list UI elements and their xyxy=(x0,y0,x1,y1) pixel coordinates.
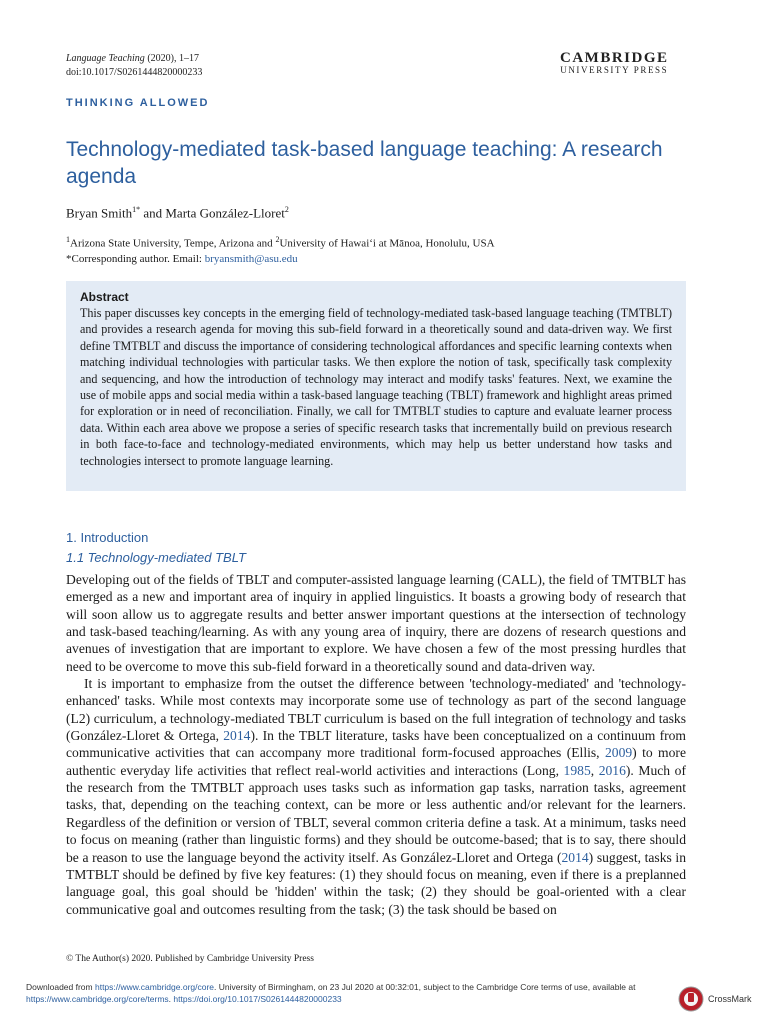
footer-link-core[interactable]: https://www.cambridge.org/core xyxy=(94,982,215,992)
authors-and: and xyxy=(140,205,166,221)
abstract-box xyxy=(66,281,686,491)
publisher-line2: UNIVERSITY PRESS xyxy=(560,65,669,75)
citation-link[interactable]: 2014 xyxy=(223,728,251,744)
citation-link[interactable]: 2014 xyxy=(561,849,589,865)
text-span: It is important to emphasize from the outset the difference between 'technology-mediated' and 'technology-enhanced' tasks. While most contexts may incorporate some use of technology as part of the second language (L2) curriculum, a technology-mediated TBLT curriculum is based on the full integration of technology and tasks (González-Lloret & Ortega, xyxy=(66,676,686,744)
corresponding-label: *Corresponding author. Email: xyxy=(66,252,205,265)
doi[interactable]: doi:10.1017/S0261444820000233 xyxy=(66,67,203,78)
abstract-text: This paper discusses key concepts in the emerging field of technology-mediated task-based language teaching (TMTBLT) and provides a research agenda for moving this sub-field forward in a theoretically sound and data-driven way. We first define TMTBLT and discuss the importance of considering technological affordances and specific learning contexts when matching individual technologies with particular tasks. We then explore the notion of task, specifically task complexity and sequencing, and how the introduction of technology may interact and modify tasks' features. Next, we examine the use of mobile apps and social media within a task-based language teaching (TBLT) framework and highlight areas primed for exploration or in need of reconciliation. Finally, we call for TMTBLT studies to capture and evaluate learner process data. Within each area above we propose a series of specific research tasks that incrementally build on previous research in both face-to-face and technology-mediated environments, which may help us better understand how tasks and technologies intersect to promote language learning. xyxy=(80,306,672,468)
footer-text: . University of Birmingham, on 23 Jul 2020 at 00:32:01, subject to the Cambridge Core terms of use, available at xyxy=(214,982,636,992)
affil-1: Arizona State University, Tempe, Arizona and xyxy=(70,237,276,250)
subsection-heading: 1.1 Technology-mediated TBLT xyxy=(66,550,246,565)
body-text xyxy=(66,571,686,918)
publisher-logo xyxy=(560,50,669,75)
journal-name: Language Teaching xyxy=(66,53,145,64)
copyright-notice: © The Author(s) 2020. Published by Cambridge University Press xyxy=(66,954,314,964)
text-span: ) to more authentic everyday life activities that reflect real-world activities and interactions (Long, xyxy=(66,745,686,778)
crossmark-label: CrossMark xyxy=(708,994,752,1004)
crossmark-badge[interactable] xyxy=(678,986,752,1012)
author-2-sup: 2 xyxy=(284,205,289,214)
paragraph-2 xyxy=(66,675,686,918)
affil-2: University of Hawaiʻi at Mānoa, Honolulu, USA xyxy=(279,237,495,250)
authors xyxy=(66,205,289,221)
section-label: THINKING ALLOWED xyxy=(66,97,210,109)
text-span: ) suggest, tasks in TMTBLT should be defined by five key features: (1) they should focus on meaning, even if there is a preplanned language goal, this goal should be 'hidden' within the task; (2) they should be goal-oriented with a clear communicative goal and outcomes resulting from the task; (3) the task should be based on xyxy=(66,849,686,917)
citation-link[interactable]: 2016 xyxy=(598,762,626,778)
crossmark-icon xyxy=(678,986,704,1012)
citation-link[interactable]: 2009 xyxy=(604,745,633,761)
text-span: ). Much of the research from the TMTBLT approach uses tasks such as information gap tasks, narration tasks, agreement tasks, that, depending on the teaching context, can be more or less authentic and/or relevant for the learners. Regardless of the definition or version of TBLT, several common criteria define a task. At a minimum, tasks need to focus on meaning (rather than linguistic forms) and they should be outcome-based; that is to say, there should be a reason to use the language beyond the activity itself. As González-Lloret and Ortega ( xyxy=(66,762,686,865)
text-span: , xyxy=(590,762,599,778)
footer-text: . xyxy=(168,994,174,1004)
section-heading: 1. Introduction xyxy=(66,530,149,545)
email-link[interactable]: bryansmith@asu.edu xyxy=(204,252,298,265)
article-title: Technology-mediated task-based language teaching: A research agenda xyxy=(66,138,663,188)
author-2[interactable]: Marta González-Lloret xyxy=(165,205,285,221)
journal-info: (2020), 1–17 xyxy=(144,53,199,64)
footer-link-terms[interactable]: https://www.cambridge.org/core/terms xyxy=(26,994,169,1004)
abstract-heading: Abstract xyxy=(80,290,129,304)
affil-sup-1: 1 xyxy=(66,235,70,244)
download-footer xyxy=(26,981,686,1005)
affiliations xyxy=(66,232,495,267)
citation-link[interactable]: 1985 xyxy=(563,762,591,778)
author-1-sup: 1* xyxy=(132,205,141,214)
text-span: ). In the TBLT literature, tasks have been conceptualized on a continuum from communicative activities that can accompany more traditional form-focused approaches (Ellis, xyxy=(66,728,686,761)
footer-link-doi[interactable]: https://doi.org/10.1017/S0261444820000233 xyxy=(173,994,342,1004)
affil-sup-2: 2 xyxy=(275,235,280,244)
footer-text: Downloaded from xyxy=(26,982,95,992)
author-1[interactable]: Bryan Smith xyxy=(66,205,133,221)
journal-meta xyxy=(66,52,202,80)
paragraph-1: Developing out of the fields of TBLT and computer-assisted language learning (CALL), the field of TMTBLT has emerged as a new and important area of inquiry in applied linguistics. It boasts a growing body of research that will soon allow us to aggregate results and better answer important questions at the intersection of technology and task-based teaching/learning. As with any young area of inquiry, there are dozens of research questions and avenues of investigation that are important to explore. We have chosen a few of the most pressing hurdles that need to be overcome to move this sub-field forward in a theoretically sound and data-driven way. xyxy=(66,572,686,674)
publisher-line1: CAMBRIDGE xyxy=(560,50,669,66)
